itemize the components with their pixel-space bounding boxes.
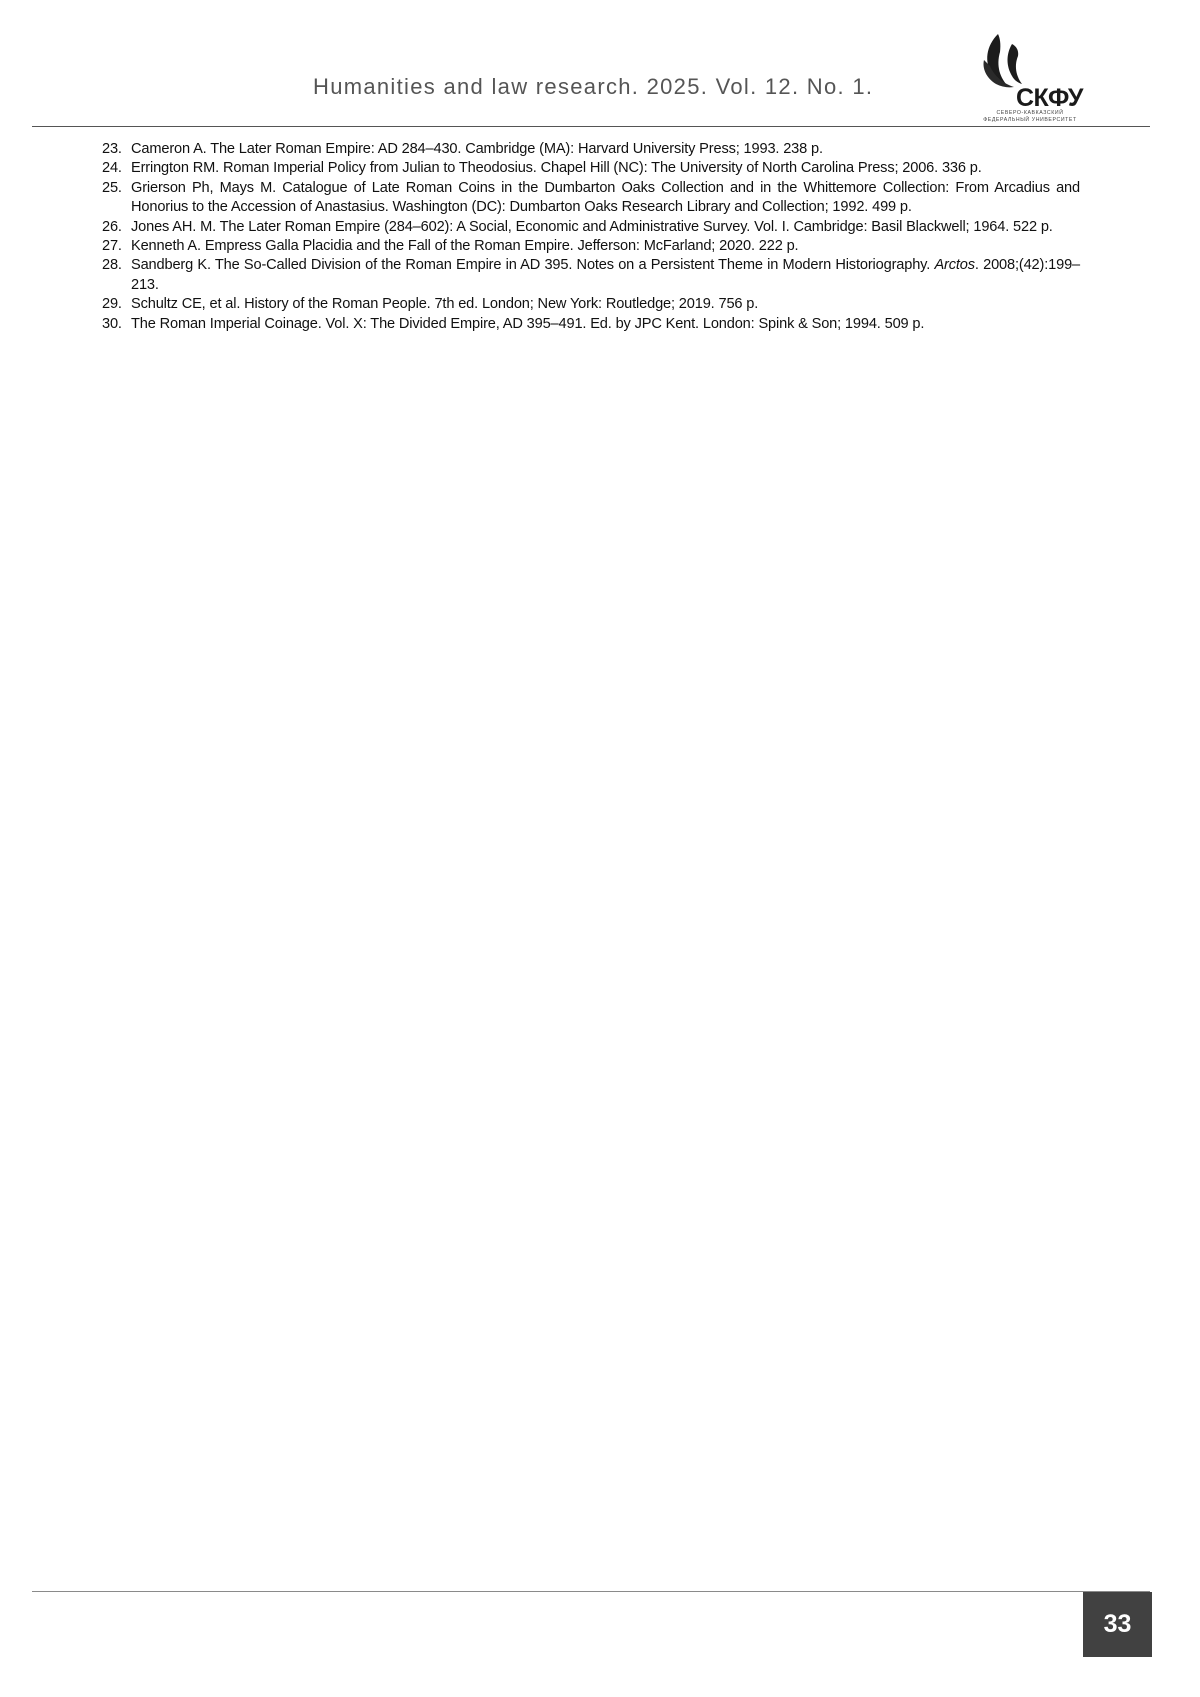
reference-item bbox=[102, 140, 1080, 159]
journal-title: Humanities and law research. 2025. Vol. 12. No. 1. bbox=[313, 74, 874, 99]
reference-number: 23. bbox=[102, 141, 122, 157]
reference-item bbox=[102, 237, 1080, 256]
reference-text: Cameron A. The Later Roman Empire: AD 284–430. Cambridge (MA): Harvard University Press; 1993. 238 p. bbox=[131, 141, 823, 157]
university-logo bbox=[970, 34, 1083, 124]
logo-subtitle-line2: ФЕДЕРАЛЬНЫЙ УНИВЕРСИТЕТ bbox=[983, 117, 1077, 123]
reference-item bbox=[102, 179, 1080, 218]
logo-wordmark: СКФУ bbox=[1016, 84, 1083, 112]
reference-text: Jones AH. M. The Later Roman Empire (284–602): A Social, Economic and Administrative Survey. Vol. I. Cambridge: Basil Blackwell; 1964. 522 p. bbox=[131, 218, 1053, 235]
reference-item bbox=[102, 315, 1080, 334]
reference-text: Grierson Ph, Mays M. Catalogue of Late Roman Coins in the Dumbarton Oaks Collection and in the Whittemore Collection: From Arcadius and Honorius to the Accession of Anastasius. Washington (DC): Dumbarton Oaks Research Library and Collection; 1992. 499 p. bbox=[131, 179, 1080, 216]
reference-text-tail: . 2008;(42):199–213. bbox=[131, 257, 1080, 293]
reference-number: 25. bbox=[102, 179, 122, 196]
reference-number: 30. bbox=[102, 315, 122, 332]
reference-number: 28. bbox=[102, 257, 122, 274]
reference-item bbox=[102, 159, 1080, 178]
logo-subtitle-line1: СЕВЕРО-КАВКАЗСКИЙ bbox=[996, 110, 1064, 116]
reference-text: Sandberg K. The So-Called Division of the Roman Empire in AD 395. Notes on a Persistent Theme in Modern Historiography. bbox=[131, 257, 935, 274]
page-number: 33 bbox=[1103, 1610, 1132, 1638]
reference-number: 24. bbox=[102, 160, 122, 177]
reference-number: 29. bbox=[102, 296, 122, 313]
reference-text: Schultz CE, et al. History of the Roman People. 7th ed. London; New York: Routledge; 2019. 756 p. bbox=[131, 296, 759, 313]
page-header bbox=[0, 0, 1200, 128]
header-divider bbox=[32, 126, 1150, 127]
reference-number: 27. bbox=[102, 238, 122, 255]
reference-text: Kenneth A. Empress Galla Placidia and the Fall of the Roman Empire. Jefferson: McFarland; 2020. 222 p. bbox=[131, 238, 799, 255]
reference-item bbox=[102, 295, 1080, 314]
reference-item bbox=[102, 218, 1080, 237]
reference-number: 26. bbox=[102, 218, 122, 235]
reference-item bbox=[102, 256, 1080, 295]
reference-list bbox=[102, 140, 1080, 334]
journal-name: Arctos bbox=[934, 257, 975, 274]
footer-divider bbox=[32, 1591, 1150, 1592]
reference-text: Errington RM. Roman Imperial Policy from Julian to Theodosius. Chapel Hill (NC): The University of North Carolina Press; 2006. 336 p. bbox=[131, 160, 982, 177]
page-number-box bbox=[1083, 1592, 1152, 1657]
reference-text: The Roman Imperial Coinage. Vol. X: The Divided Empire, AD 395–491. Ed. by JPC Kent. London: Spink & Son; 1994. 509 p. bbox=[131, 315, 925, 332]
